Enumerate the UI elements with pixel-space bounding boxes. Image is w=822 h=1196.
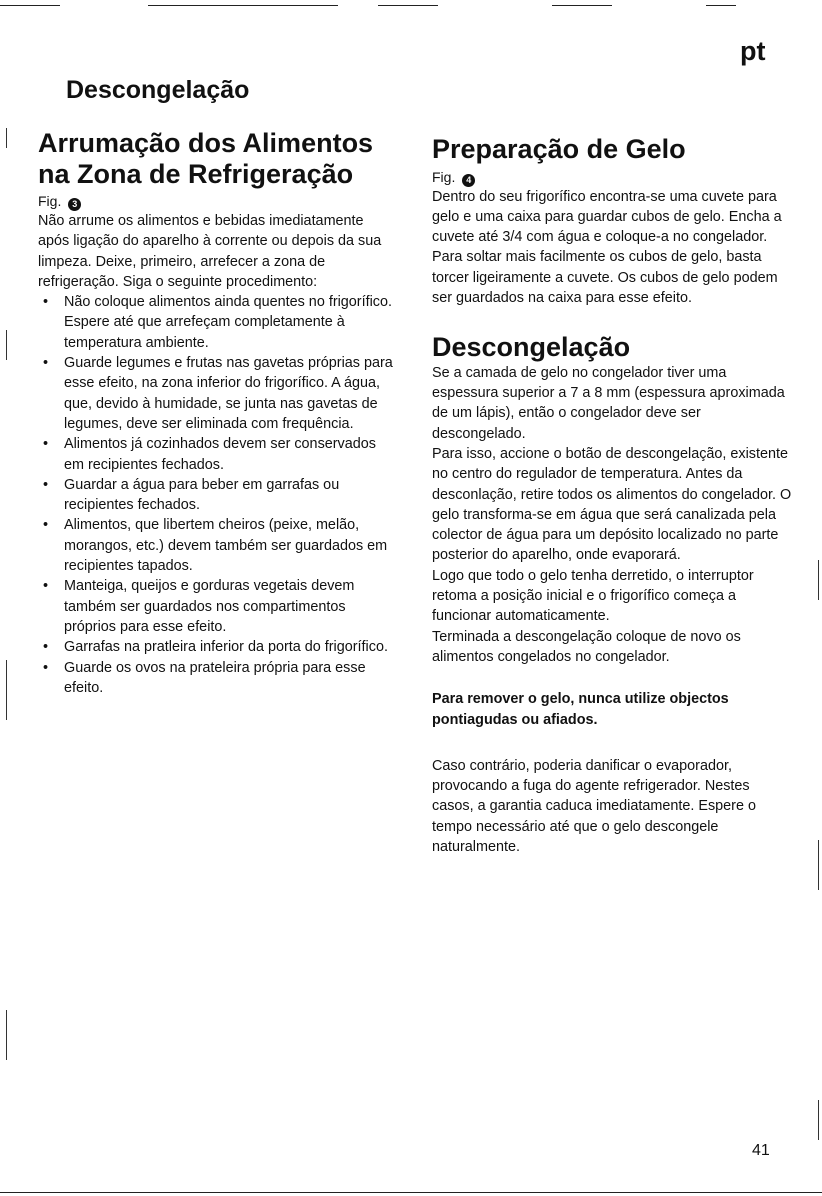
- figure-number-badge: 4: [462, 174, 475, 187]
- margin-mark: [818, 560, 819, 600]
- top-rule: [148, 5, 338, 6]
- top-rule: [706, 5, 736, 6]
- figure-reference: [38, 191, 398, 211]
- figure-label: Fig.: [432, 168, 456, 185]
- ice-text-start: Dentro do seu frigorífico encontra-se uma cuvete para gelo e uma caixa para guardar cubos de gelo. Encha a cuvete até: [432, 188, 782, 246]
- bottom-rule: [0, 1192, 822, 1193]
- language-code: pt: [740, 36, 766, 66]
- ice-text-end: com água e coloque-a no congelador. Para soltar mais facilmente os cubos de gelo, basta torcer ligeiramente a cuvete. Os cubos de gelo podem ser guardados na caixa para esse efeito.: [432, 229, 778, 306]
- top-rule: [0, 5, 60, 6]
- ice-paragraph: [432, 187, 792, 309]
- list-item: • Não coloque alimentos ainda quentes no frigorífico. Espere até que arrefeçam completamente à temperatura ambiente.: [38, 292, 398, 353]
- top-rule: [378, 5, 438, 6]
- defrost-heading: Descongelação: [432, 332, 631, 363]
- margin-mark: [6, 128, 7, 148]
- storage-heading: Arrumação dos Alimentos na Zona de Refrigeração: [38, 128, 374, 189]
- list-item: • Guarde legumes e frutas nas gavetas próprias para esse efeito, na zona inferior do frigorífico. A água, que, devido à humidade, se junta nas gavetas de legumes, deve ser eliminada com frequência.: [38, 353, 398, 434]
- list-item: • Guardar a água para beber em garrafas ou recipientes fechados.: [38, 475, 398, 516]
- figure-label: Fig.: [38, 193, 62, 209]
- list-item: • Alimentos já cozinhados devem ser conservados em recipientes fechados.: [38, 434, 398, 475]
- storage-intro: Não arrume os alimentos e bebidas imediatamente após ligação do aparelho à corrente ou depois da sua limpeza. Deixe, primeiro, arrefecer a zona de refrigeração. Siga o seguinte procedimento:: [38, 213, 382, 290]
- figure-number-badge: 3: [68, 198, 81, 211]
- right-column: [432, 128, 792, 857]
- margin-mark: [818, 840, 819, 890]
- defrost-paragraph: Se a camada de gelo no congelador tiver uma espessura superior a 7 a 8 mm (espessura aproximada de um lápis), então o congelador deve ser descongelado.: [432, 364, 785, 442]
- margin-mark: [818, 1100, 819, 1140]
- ice-heading: Preparação de Gelo: [432, 134, 686, 164]
- figure-reference: [432, 167, 792, 187]
- margin-mark: [6, 330, 7, 360]
- left-column: [38, 128, 398, 698]
- defrost-paragraph: Terminada a descongelação coloque de novo os alimentos congelados no congelador.: [432, 628, 741, 665]
- page-number: 41: [752, 1142, 770, 1159]
- defrost-paragraph: Para isso, accione o botão de descongelação, existente no centro do regulador de temperatura. Antes da desconlação, retire todos os alimentos do congelador. O gelo transforma-se em água que será canalizada pela colector de água para um depósito localizado no parte posterior do aparelho, onde evaporará.: [432, 445, 792, 564]
- list-item: • Guarde os ovos na prateleira própria para esse efeito.: [38, 658, 398, 699]
- list-item: • Alimentos, que libertem cheiros (peixe, melão, morangos, etc.) devem também ser guardados em recipientes tapados.: [38, 515, 398, 576]
- margin-mark: [6, 1010, 7, 1060]
- margin-mark: [6, 660, 7, 720]
- warning-text: Para remover o gelo, nunca utilize objectos pontiagudas ou afiados.: [432, 691, 729, 728]
- warning-consequence: Caso contrário, poderia danificar o evaporador, provocando a fuga do agente refrigerador. Nestes casos, a garantia caduca imediatamente. Espere o tempo necessário até que o gelo descongele naturalmente.: [432, 757, 756, 856]
- chapter-title: Descongelação: [66, 76, 250, 104]
- defrost-paragraph: Logo que todo o gelo tenha derretido, o interruptor retoma a posição inicial e o frigorífico começa a funcionar automaticamente.: [432, 567, 754, 625]
- fraction: 3/4: [502, 229, 523, 246]
- top-rule: [552, 5, 612, 6]
- list-item: • Manteiga, queijos e gorduras vegetais devem também ser guardados nos compartimentos próprios para esse efeito.: [38, 576, 398, 637]
- list-item: • Garrafas na pratleira inferior da porta do frigorífico.: [38, 637, 398, 657]
- storage-list: [38, 292, 398, 698]
